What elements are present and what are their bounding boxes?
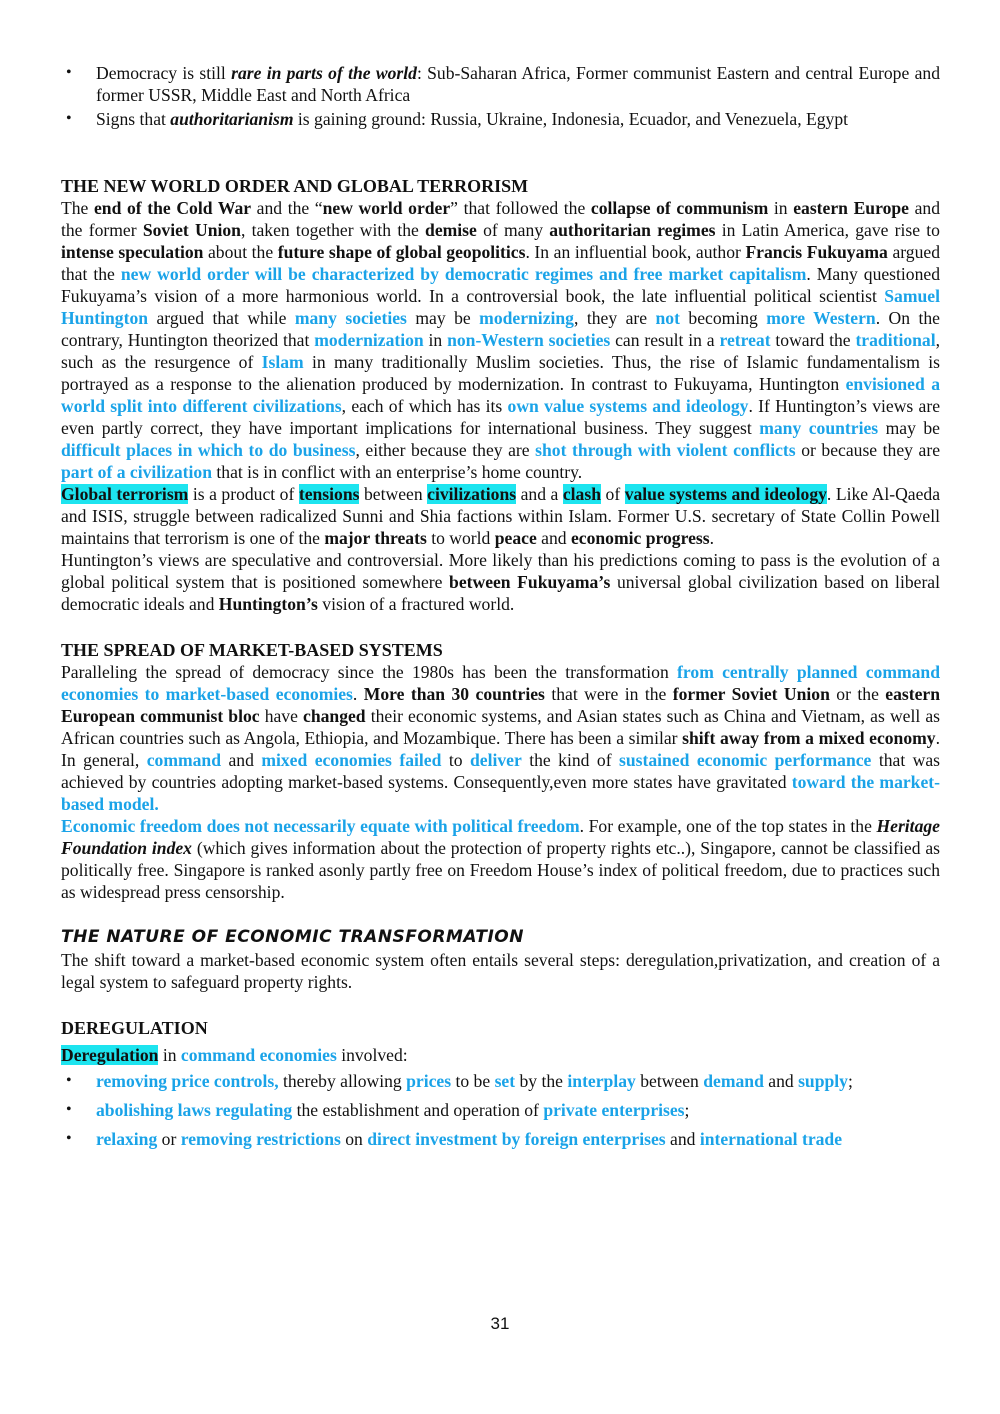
paragraph: Huntington’s views are speculative and controversial. More likely than his predictions coming to pass is the evolution of a global political system that is positioned somewhere between Fukuyama’s universal global civilization based on liberal democratic ideals and Huntington’s vision of a fractured world. <box>61 550 940 614</box>
paragraph: Paralleling the spread of democracy since the 1980s has been the transformation from centrally planned command economies to market-based economies. More than 30 countries that were in the former Soviet Union or the eastern European communist bloc have changed their economic systems, and Asian states such as China and Vietnam, as well as African countries such as Angola, Ethiopia, and Mozambique. There has been a similar shift away from a mixed economy. In general, command and mixed economies failed to deliver the kind of sustained economic performance that was achieved by countries adopting market-based systems. Consequently,even more states have gravitated toward the market-based model. <box>61 662 941 814</box>
list-item: • removing price controls, thereby allowing prices to be set by the interplay between demand and supply; <box>66 1071 853 1091</box>
top-bullet-list <box>61 62 940 130</box>
paragraph: Global terrorism is a product of tensions between civilizations and a clash of value systems and ideology. Like Al-Qaeda and ISIS, struggle between radicalized Sunni and Shia factions within Islam. Former U.S. secretary of State Collin Powell maintains that terrorism is one of the major threats to world peace and economic progress. <box>61 484 941 548</box>
paragraph: Economic freedom does not necessarily equate with political freedom. For example, one of the top states in the Heritage Foundation index (which gives information about the protection of property rights etc..), Singapore, cannot be classified as politically free. Singapore is ranked asonly partly free on Freedom House’s index of political freedom, due to practices such as widespread press censorship. <box>61 816 940 902</box>
bullet-icon: • <box>66 110 72 127</box>
section-heading-new-world-order: THE NEW WORLD ORDER AND GLOBAL TERRORISM <box>61 176 529 196</box>
section-heading-market-systems: THE SPREAD OF MARKET-BASED SYSTEMS <box>61 640 443 660</box>
bullet-icon: • <box>66 1130 72 1147</box>
emphasis: authoritarianism <box>170 109 294 129</box>
bullet-icon: • <box>66 64 72 81</box>
page-number: 31 <box>490 1314 510 1333</box>
section-heading-deregulation: DEREGULATION <box>61 1018 208 1038</box>
list-item: • Signs that authoritarianism is gaining ground: Russia, Ukraine, Indonesia, Ecuador, and Venezuela, Egypt <box>66 109 849 129</box>
paragraph: Deregulation in command economies involved: <box>61 1045 408 1065</box>
deregulation-bullet-list <box>61 1070 940 1150</box>
section-heading-economic-transformation: THE NATURE OF ECONOMIC TRANSFORMATION <box>61 927 524 947</box>
paragraph: The end of the Cold War and the “new world order” that followed the collapse of communism in eastern Europe and the former Soviet Union, taken together with the demise of many authoritarian regimes in Latin America, gave rise to intense speculation about the future shape of global geopolitics. In an influential book, author Francis Fukuyama argued that the new world order will be characterized by democratic regimes and free market capitalism. Many questioned Fukuyama’s vision of a more harmonious world. In a controversial book, the late influential political scientist Samuel Huntington argued that while many societies may be modernizing, they are not becoming more Western. On the contrary, Huntington theorized that modernization in non-Western societies can result in a retreat toward the traditional, such as the resurgence of Islam in many traditionally Muslim societies. Thus, the rise of Islamic fundamentalism is portrayed as a response to the alienation produced by modernization. In contrast to Fukuyama, Huntington envisioned a world split into different civilizations, each of which has its own value systems and ideology. If Huntington’s views are even partly correct, they have important implications for international business. They suggest many countries may be difficult places in which to do business, either because they are shot through with violent conflicts or because they are part of a civilization that is in conflict with an enterprise’s home country. <box>61 198 941 482</box>
emphasis: rare in parts of the world <box>231 63 417 83</box>
list-item: • relaxing or removing restrictions on direct investment by foreign enterprises and international trade <box>66 1129 843 1149</box>
list-item: • abolishing laws regulating the establishment and operation of private enterprises; <box>66 1100 690 1120</box>
bullet-icon: • <box>66 1072 72 1089</box>
bullet-icon: • <box>66 1101 72 1118</box>
list-item: • Democracy is still rare in parts of the world: Sub-Saharan Africa, Former communist Eastern and central Europe and former USSR, Middle East and North Africa <box>66 63 940 105</box>
paragraph: The shift toward a market-based economic system often entails several steps: deregulation,privatization, and creation of a legal system to safeguard property rights. <box>61 950 940 992</box>
